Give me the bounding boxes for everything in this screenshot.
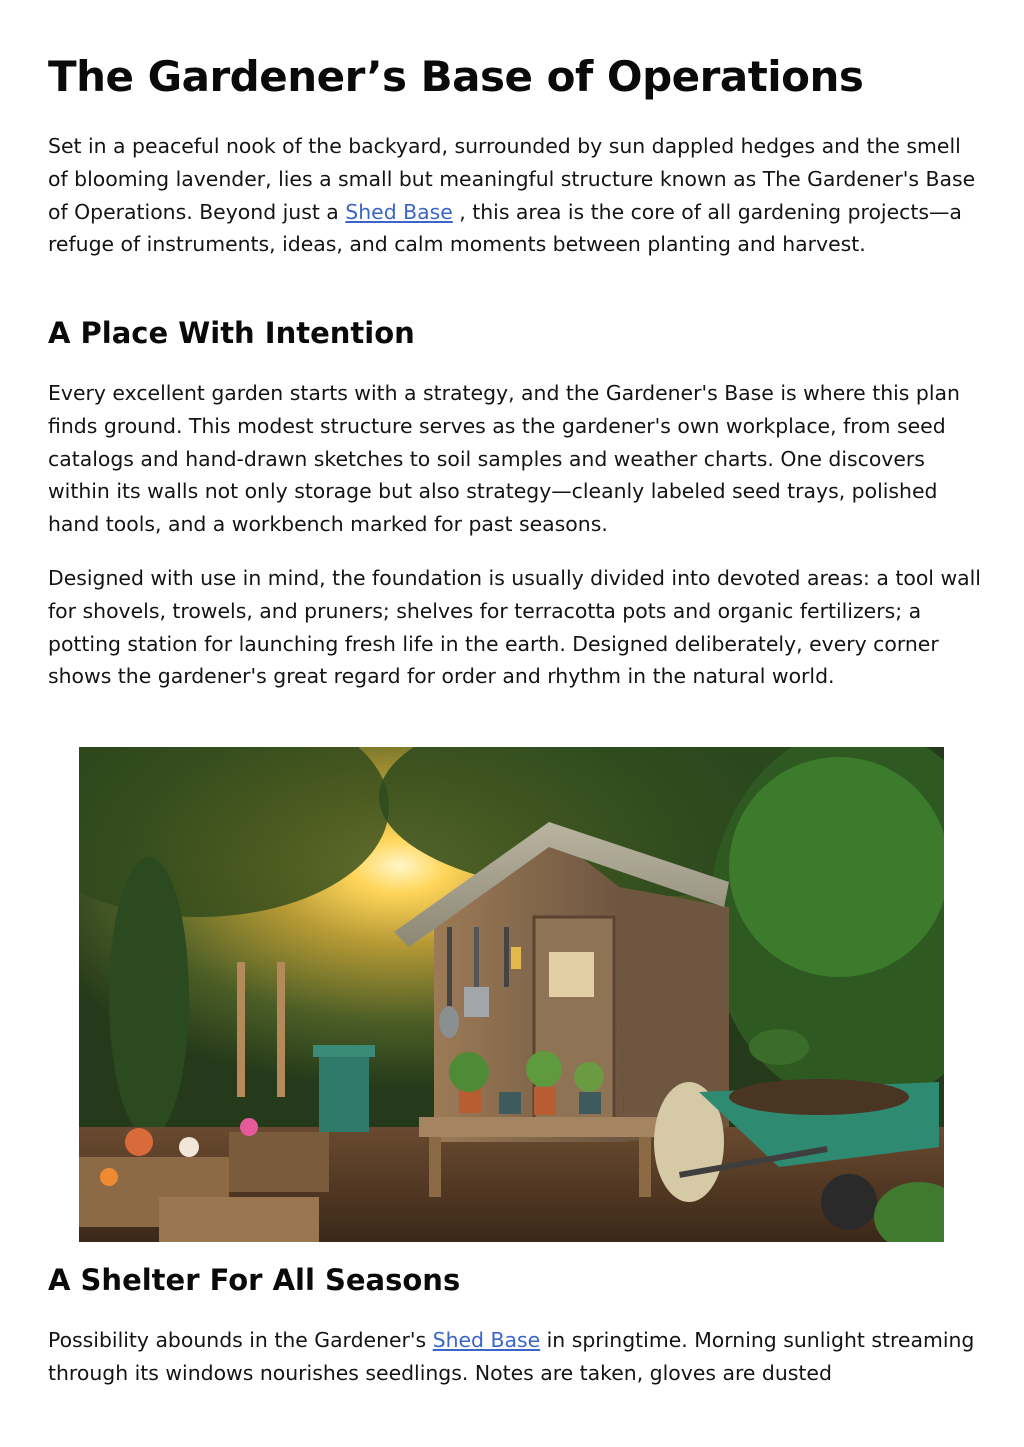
intro-paragraph bbox=[48, 130, 983, 261]
section2-text-start: Possibility abounds in the Gardener's bbox=[48, 1328, 433, 1352]
section2-text-end: in springtime. Morning sunlight streaming through its windows nourishes seedlings. Notes are taken, gloves are dusted bbox=[48, 1328, 975, 1385]
section-heading-place-with-intention: A Place With Intention bbox=[48, 316, 415, 350]
section2-paragraph bbox=[48, 1324, 983, 1390]
intro-text-start: Set in a peaceful nook of the backyard, surrounded by sun dappled hedges and the smell of blooming lavender, lies a small but meaningful structure known as The Gardener's Base of Operations. Beyond just a bbox=[48, 134, 976, 224]
section-heading-shelter-for-all-seasons: A Shelter For All Seasons bbox=[48, 1263, 461, 1297]
shed-base-link-2[interactable]: Shed Base bbox=[432, 1328, 541, 1352]
page-title: The Gardener’s Base of Operations bbox=[48, 52, 864, 101]
section1-paragraph-1: Every excellent garden starts with a strategy, and the Gardener's Base is where this plan finds ground. This modest structure serves as the gardener's own workplace, from seed catalogs and hand-drawn sketches to soil samples and weather charts. One discovers within its walls not only storage but also strategy—cleanly labeled seed trays, polished hand tools, and a workbench marked for past seasons. bbox=[48, 381, 960, 537]
intro-text-end: , this area is the core of all gardening projects—a refuge of instruments, ideas, and calm moments between planting and harvest. bbox=[48, 199, 962, 257]
shed-base-link[interactable]: Shed Base bbox=[345, 199, 453, 224]
garden-shed-photo bbox=[79, 747, 944, 1242]
section1-paragraph-2: Designed with use in mind, the foundation is usually divided into devoted areas: a tool wall for shovels, trowels, and pruners; shelves for terracotta pots and organic fertilizers; a potting station for launching fresh life in the earth. Designed deliberately, every corner shows the gardener's great regard for order and rhythm in the natural world. bbox=[48, 566, 981, 689]
